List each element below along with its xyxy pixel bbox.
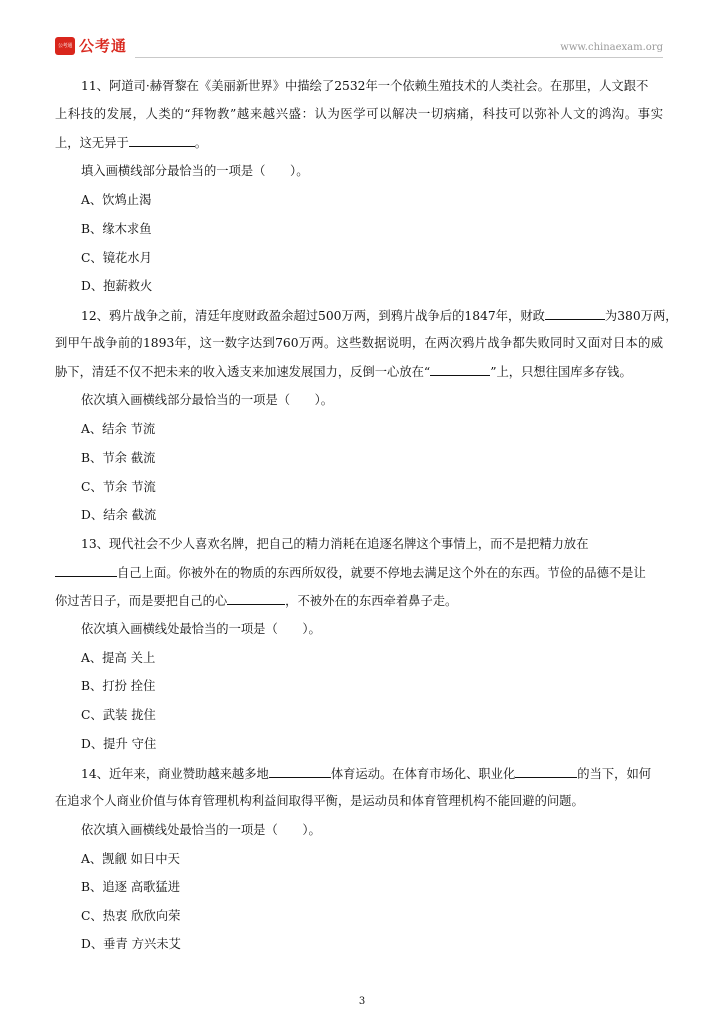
- q11-option-b: B、缘木求鱼: [81, 222, 152, 236]
- q14-text-end: 的当下，如何: [577, 767, 652, 781]
- q14-blank-1: [269, 764, 331, 778]
- q13-text: 自己上面。你被外在的物质的东西所奴役，就要不停地去满足这个外在的东西。节俭的品德不是让: [117, 566, 646, 580]
- q11-stem-line-3: [55, 133, 663, 152]
- q12-option-d: D、结余 截流: [81, 508, 157, 522]
- q13-stem-line-2: [55, 563, 663, 582]
- q13-stem-line-3: [55, 591, 663, 610]
- q13-text-2: 你过苦日子，而是要把自己的心: [55, 594, 228, 608]
- q14-option-b: B、追逐 高歌猛进: [81, 880, 181, 894]
- q13-option-c: C、武装 拢住: [81, 708, 156, 722]
- q12-blank-2: [430, 362, 490, 376]
- q11-blank: [129, 133, 195, 147]
- q12-text: 12、鸦片战争之前，清廷年度财政盈余超过500万两，到鸦片战争后的1847年，财政: [81, 309, 545, 323]
- q13-option-d: D、提升 守住: [81, 737, 157, 751]
- q11-option-d: D、抱薪救火: [81, 279, 153, 293]
- q13-blank-2: [227, 591, 285, 605]
- q13-option-a: A、提高 关上: [81, 651, 156, 665]
- page-number: 3: [358, 996, 366, 1007]
- q12-stem-line-2: 到甲午战争前的1893年，这一数字达到760万两。这些数据说明，在两次鸦片战争都失败同时又面对日本的威: [55, 336, 663, 350]
- q11-option-a: A、饮鸩止渴: [81, 193, 152, 207]
- q12-text-mid: 为380万两，: [604, 309, 678, 323]
- q11-stem-line-1: 11、阿道司·赫胥黎在《美丽新世界》中描绘了2532年一个依赖生殖技术的人类社会。在那里，人文跟不: [81, 79, 649, 93]
- q12-blank-1: [545, 306, 605, 320]
- q13-stem-line-1: 13、现代社会不少人喜欢名牌，把自己的精力消耗在追逐名牌这个事情上，而不是把精力放在: [81, 537, 589, 551]
- q14-option-c: C、热衷 欣欣向荣: [81, 909, 181, 923]
- q14-prompt: 依次填入画横线处最恰当的一项是（ ）。: [81, 823, 321, 837]
- q12-stem-line-3: [55, 362, 663, 381]
- q13-option-b: B、打扮 拴住: [81, 679, 156, 693]
- site-url: www.chinaexam.org: [560, 42, 663, 53]
- q11-text: 上，这无异于: [55, 136, 129, 150]
- logo: [55, 35, 127, 56]
- q12-text-2: 胁下，清廷不仅不把未来的收入透支来加速发展国力，反倒一心放在“: [55, 365, 431, 379]
- q13-prompt: 依次填入画横线处最恰当的一项是（ ）。: [81, 622, 321, 636]
- q13-blank-1: [55, 563, 117, 577]
- q13-text-end: ，不被外在的东西牵着鼻子走。: [285, 594, 458, 608]
- q11-stem-line-2: 上科技的发展，人类的“拜物教”越来越兴盛：认为医学可以解决一切病痛，科技可以弥补人文的鸿沟。事实: [55, 107, 663, 121]
- q14-option-a: A、觊觎 如日中天: [81, 852, 180, 866]
- q14-stem-line-2: 在追求个人商业价值与体育管理机构利益间取得平衡，是运动员和体育管理机构不能回避的问题。: [55, 794, 584, 808]
- header-divider: [135, 57, 663, 58]
- q11-option-c: C、镜花水月: [81, 251, 152, 265]
- q11-text-end: 。: [194, 136, 208, 150]
- q12-option-b: B、节余 截流: [81, 451, 156, 465]
- q14-stem-line-1: [81, 764, 663, 783]
- q12-prompt: 依次填入画横线部分最恰当的一项是（ ）。: [81, 393, 334, 407]
- q12-option-a: A、结余 节流: [81, 422, 156, 436]
- q12-option-c: C、节余 节流: [81, 480, 156, 494]
- q14-text-mid: 体育运动。在体育市场化、职业化: [330, 767, 516, 781]
- q14-text: 14、近年来，商业赞助越来越多地: [81, 767, 269, 781]
- q12-text-end: ”上，只想往国库多存钱。: [490, 365, 632, 379]
- q11-prompt: 填入画横线部分最恰当的一项是（ ）。: [81, 164, 309, 178]
- q14-blank-2: [515, 764, 577, 778]
- q12-stem-line-1: [81, 306, 678, 325]
- logo-badge-icon: 公考通: [55, 37, 75, 55]
- logo-text: 公考通: [79, 37, 128, 55]
- q14-option-d: D、垂青 方兴未艾: [81, 937, 181, 951]
- page-header: [55, 33, 663, 57]
